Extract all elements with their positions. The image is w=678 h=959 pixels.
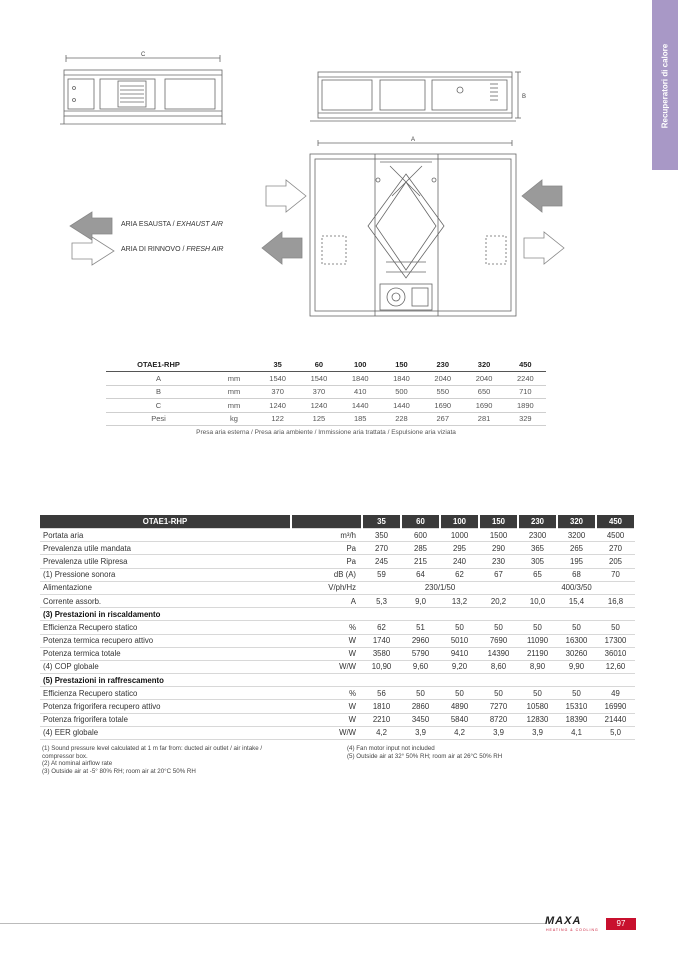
perf-cell: 295 [440, 542, 479, 555]
dim-cell: 1240 [298, 399, 339, 413]
footnote-line: (3) Outside air at -5° 80% RH; room air at 20°C 50% RH [42, 767, 196, 775]
perf-row-unit: W/W [291, 660, 362, 673]
perf-row-unit: Pa [291, 555, 362, 568]
dim-cell: 710 [505, 385, 546, 399]
perf-cell: 270 [596, 542, 635, 555]
perf-row [40, 726, 635, 739]
perf-merged-cell: 230/1/50 [362, 581, 518, 594]
perf-header-cell: 230 [518, 515, 557, 529]
perf-cell: 50 [440, 621, 479, 634]
dim-cell: 228 [381, 412, 422, 426]
perf-cell: 5840 [440, 713, 479, 726]
arrow-return-in [522, 180, 562, 212]
dim-row-label: C [106, 399, 211, 413]
perf-row [40, 713, 635, 726]
perf-cell: 62 [440, 568, 479, 581]
dim-cell: 2040 [422, 372, 463, 386]
perf-cell: 1500 [479, 529, 518, 542]
perf-cell: 1000 [440, 529, 479, 542]
dim-row-label: Pesi [106, 412, 211, 426]
perf-row [40, 634, 635, 647]
perf-section-row [40, 674, 635, 687]
perf-row [40, 621, 635, 634]
perf-row-unit: Pa [291, 542, 362, 555]
perf-cell: 4890 [440, 700, 479, 713]
perf-row-label: Potenza frigorifera recupero attivo [40, 700, 291, 713]
dim-row-unit: kg [211, 412, 257, 426]
footnotes-left [42, 745, 312, 775]
perf-row-unit: W/W [291, 726, 362, 739]
perf-cell: 64 [401, 568, 440, 581]
perf-cell: 50 [518, 621, 557, 634]
perf-cell: 62 [362, 621, 401, 634]
perf-cell: 8,90 [518, 660, 557, 673]
dim-cell: 267 [422, 412, 463, 426]
unit-front-view [318, 72, 512, 118]
perf-cell: 350 [362, 529, 401, 542]
arrow-fresh-in [266, 180, 306, 212]
perf-row-unit: W [291, 700, 362, 713]
perf-header-cell: 150 [479, 515, 518, 529]
footnote-line: (5) Outside air at 32° 50% RH; room air at 26°C 50% RH [347, 752, 503, 760]
perf-cell: 9,60 [401, 660, 440, 673]
perf-cell: 14390 [479, 647, 518, 660]
perf-row-label: Efficienza Recupero statico [40, 687, 291, 700]
legend-fresh-en: FRESH AIR [186, 246, 224, 253]
dim-cell: 125 [298, 412, 339, 426]
perf-row-label: Prevalenza utile Ripresa [40, 555, 291, 568]
perf-cell: 270 [362, 542, 401, 555]
dim-header-cell: 60 [298, 358, 339, 372]
unit-plan-view [310, 154, 516, 316]
dim-cell: 410 [340, 385, 381, 399]
perf-header-cell: 60 [401, 515, 440, 529]
dim-cell: 185 [340, 412, 381, 426]
brand-logo: MAXA [545, 915, 582, 927]
dim-cell: 2040 [463, 372, 504, 386]
legend-exhaust [121, 221, 223, 228]
perf-cell: 3,9 [518, 726, 557, 739]
dim-cell: 1690 [463, 399, 504, 413]
brand-tagline: HEATING & COOLING [546, 928, 599, 932]
dim-header-cell: 450 [505, 358, 546, 372]
perf-cell: 230 [479, 555, 518, 568]
perf-cell: 11090 [518, 634, 557, 647]
perf-row-unit: % [291, 621, 362, 634]
perf-row-unit: W [291, 713, 362, 726]
perf-cell: 9,0 [401, 594, 440, 607]
perf-cell: 56 [362, 687, 401, 700]
perf-cell: 16,8 [596, 594, 635, 607]
perf-cell: 10,0 [518, 594, 557, 607]
perf-row-unit: A [291, 594, 362, 607]
perf-row-label: Corrente assorb. [40, 594, 291, 607]
dimensions-table [106, 358, 546, 426]
perf-merged-cell: 400/3/50 [518, 581, 635, 594]
perf-cell: 7270 [479, 700, 518, 713]
perf-cell: 50 [518, 687, 557, 700]
perf-cell: 50 [479, 687, 518, 700]
perf-row-unit: V/ph/Hz [291, 581, 362, 594]
perf-row-label: Potenza frigorifera totale [40, 713, 291, 726]
perf-cell: 21190 [518, 647, 557, 660]
dim-header-cell: 35 [257, 358, 298, 372]
dim-row [106, 385, 546, 399]
dim-cell: 370 [257, 385, 298, 399]
dim-row-label: A [106, 372, 211, 386]
dim-row [106, 412, 546, 426]
legend-exhaust-arrow [70, 212, 112, 240]
dim-cell: 1540 [298, 372, 339, 386]
dim-cell: 550 [422, 385, 463, 399]
perf-cell: 10,90 [362, 660, 401, 673]
perf-row-label: Potenza termica recupero attivo [40, 634, 291, 647]
dim-header-cell: 100 [340, 358, 381, 372]
perf-cell: 12,60 [596, 660, 635, 673]
dim-cell: 1690 [422, 399, 463, 413]
perf-cell: 4,2 [440, 726, 479, 739]
perf-cell: 15310 [557, 700, 596, 713]
perf-row-label: (1) Pressione sonora [40, 568, 291, 581]
perf-cell: 5,0 [596, 726, 635, 739]
dim-header-cell: 230 [422, 358, 463, 372]
perf-cell: 36010 [596, 647, 635, 660]
perf-cell: 16990 [596, 700, 635, 713]
dimensions-note: Presa aria esterna / Presa aria ambiente / Immissione aria trattata / Espulsione aria viziata [196, 429, 456, 436]
performance-table [40, 515, 636, 740]
perf-cell: 8,60 [479, 660, 518, 673]
page-number: 97 [606, 918, 636, 930]
perf-cell: 3200 [557, 529, 596, 542]
dim-cell: 370 [298, 385, 339, 399]
perf-cell: 20,2 [479, 594, 518, 607]
perf-section-title: (3) Prestazioni in riscaldamento [40, 608, 635, 621]
perf-row-unit: m³/h [291, 529, 362, 542]
perf-cell: 13,2 [440, 594, 479, 607]
perf-cell: 9410 [440, 647, 479, 660]
legend-fresh-arrow [72, 237, 114, 265]
perf-row [40, 700, 635, 713]
perf-cell: 49 [596, 687, 635, 700]
perf-cell: 51 [401, 621, 440, 634]
arrow-supply-out [524, 232, 564, 264]
footnote-line: (1) Sound pressure level calculated at 1 m far from: ducted air outlet / air intake / [42, 745, 263, 752]
dim-cell: 2240 [505, 372, 546, 386]
dim-header-cell: 320 [463, 358, 504, 372]
perf-cell: 50 [401, 687, 440, 700]
perf-cell: 30260 [557, 647, 596, 660]
perf-cell: 18390 [557, 713, 596, 726]
perf-cell: 50 [557, 687, 596, 700]
perf-row-label: Potenza termica totale [40, 647, 291, 660]
perf-cell: 8720 [479, 713, 518, 726]
perf-row-label: Portata aria [40, 529, 291, 542]
perf-cell: 305 [518, 555, 557, 568]
perf-cell: 3,9 [401, 726, 440, 739]
perf-cell: 16300 [557, 634, 596, 647]
perf-header-cell: 320 [557, 515, 596, 529]
perf-cell: 7690 [479, 634, 518, 647]
dim-cell: 281 [463, 412, 504, 426]
perf-cell: 290 [479, 542, 518, 555]
perf-cell: 2300 [518, 529, 557, 542]
perf-cell: 67 [479, 568, 518, 581]
dim-cell: 122 [257, 412, 298, 426]
perf-cell: 3450 [401, 713, 440, 726]
perf-cell: 240 [440, 555, 479, 568]
perf-cell: 68 [557, 568, 596, 581]
dim-cell: 1890 [505, 399, 546, 413]
perf-cell: 21440 [596, 713, 635, 726]
perf-cell: 5010 [440, 634, 479, 647]
perf-cell: 2960 [401, 634, 440, 647]
legend-fresh-it: ARIA DI RINNOVO / [121, 246, 187, 253]
perf-row [40, 594, 635, 607]
perf-row [40, 529, 635, 542]
perf-header-cell: 450 [596, 515, 635, 529]
perf-section-title: (5) Prestazioni in raffrescamento [40, 674, 635, 687]
dim-cell: 1540 [257, 372, 298, 386]
perf-row [40, 660, 635, 673]
dim-cell: 1440 [381, 399, 422, 413]
perf-cell: 65 [518, 568, 557, 581]
perf-cell: 1810 [362, 700, 401, 713]
dim-row [106, 372, 546, 386]
perf-cell: 5,3 [362, 594, 401, 607]
perf-cell: 3,9 [479, 726, 518, 739]
perf-row [40, 581, 635, 594]
perf-cell: 4,1 [557, 726, 596, 739]
perf-cell: 50 [479, 621, 518, 634]
perf-row [40, 647, 635, 660]
perf-section-row [40, 608, 635, 621]
perf-cell: 215 [401, 555, 440, 568]
perf-cell: 365 [518, 542, 557, 555]
perf-row-unit: W [291, 634, 362, 647]
perf-cell: 3580 [362, 647, 401, 660]
perf-row [40, 568, 635, 581]
perf-cell: 4,2 [362, 726, 401, 739]
perf-cell: 17300 [596, 634, 635, 647]
perf-row-label: (4) EER globale [40, 726, 291, 739]
dim-cell: 1240 [257, 399, 298, 413]
footnote-line: compressor box. [42, 752, 88, 760]
footnotes-right [347, 745, 607, 760]
dim-cell: 1840 [340, 372, 381, 386]
perf-row [40, 555, 635, 568]
perf-cell: 245 [362, 555, 401, 568]
arrow-exhaust-out [262, 232, 302, 264]
perf-row-label: Prevalenza utile mandata [40, 542, 291, 555]
perf-cell: 50 [440, 687, 479, 700]
perf-cell: 4500 [596, 529, 635, 542]
perf-cell: 5790 [401, 647, 440, 660]
perf-cell: 2860 [401, 700, 440, 713]
dim-label-a: A [411, 137, 416, 143]
perf-row-unit: W [291, 647, 362, 660]
footnote-line: (2) At nominal airflow rate [42, 760, 113, 768]
dim-cell: 650 [463, 385, 504, 399]
dim-row-label: B [106, 385, 211, 399]
perf-row-label: Efficienza Recupero statico [40, 621, 291, 634]
side-category-label: Recuperatori di calore [660, 43, 670, 129]
footnote-line: (4) Fan motor input not included [347, 745, 435, 752]
perf-cell: 285 [401, 542, 440, 555]
perf-cell: 50 [557, 621, 596, 634]
perf-cell: 10580 [518, 700, 557, 713]
perf-row [40, 542, 635, 555]
perf-cell: 12830 [518, 713, 557, 726]
perf-cell: 15,4 [557, 594, 596, 607]
perf-cell: 50 [596, 621, 635, 634]
perf-header-cell [291, 515, 362, 529]
dim-header-model: OTAE1-RHP [106, 358, 211, 372]
perf-cell: 59 [362, 568, 401, 581]
dim-row-unit: mm [211, 399, 257, 413]
perf-cell: 265 [557, 542, 596, 555]
perf-cell: 600 [401, 529, 440, 542]
perf-cell: 195 [557, 555, 596, 568]
perf-cell: 1740 [362, 634, 401, 647]
perf-cell: 70 [596, 568, 635, 581]
dim-cell: 500 [381, 385, 422, 399]
perf-header-model: OTAE1-RHP [40, 515, 291, 529]
dim-header-cell: 150 [381, 358, 422, 372]
footer-rule [0, 923, 545, 924]
perf-row-unit: % [291, 687, 362, 700]
dim-row-unit: mm [211, 372, 257, 386]
dim-label-b: B [522, 94, 527, 100]
dim-cell: 1440 [340, 399, 381, 413]
dim-cell: 1840 [381, 372, 422, 386]
perf-cell: 9,90 [557, 660, 596, 673]
legend-exhaust-it: ARIA ESAUSTA / [121, 221, 177, 228]
legend-exhaust-en: EXHAUST AIR [176, 221, 223, 228]
perf-row-label: (4) COP globale [40, 660, 291, 673]
perf-cell: 2210 [362, 713, 401, 726]
dim-cell: 329 [505, 412, 546, 426]
dim-header-cell [211, 358, 257, 372]
perf-row [40, 687, 635, 700]
perf-row-unit: dB (A) [291, 568, 362, 581]
dim-row [106, 399, 546, 413]
dim-label-c: C [141, 52, 146, 58]
perf-header-cell: 35 [362, 515, 401, 529]
legend-fresh [121, 246, 223, 253]
perf-cell: 9,20 [440, 660, 479, 673]
dim-row-unit: mm [211, 385, 257, 399]
perf-row-label: Alimentazione [40, 581, 291, 594]
perf-header-cell: 100 [440, 515, 479, 529]
perf-cell: 205 [596, 555, 635, 568]
